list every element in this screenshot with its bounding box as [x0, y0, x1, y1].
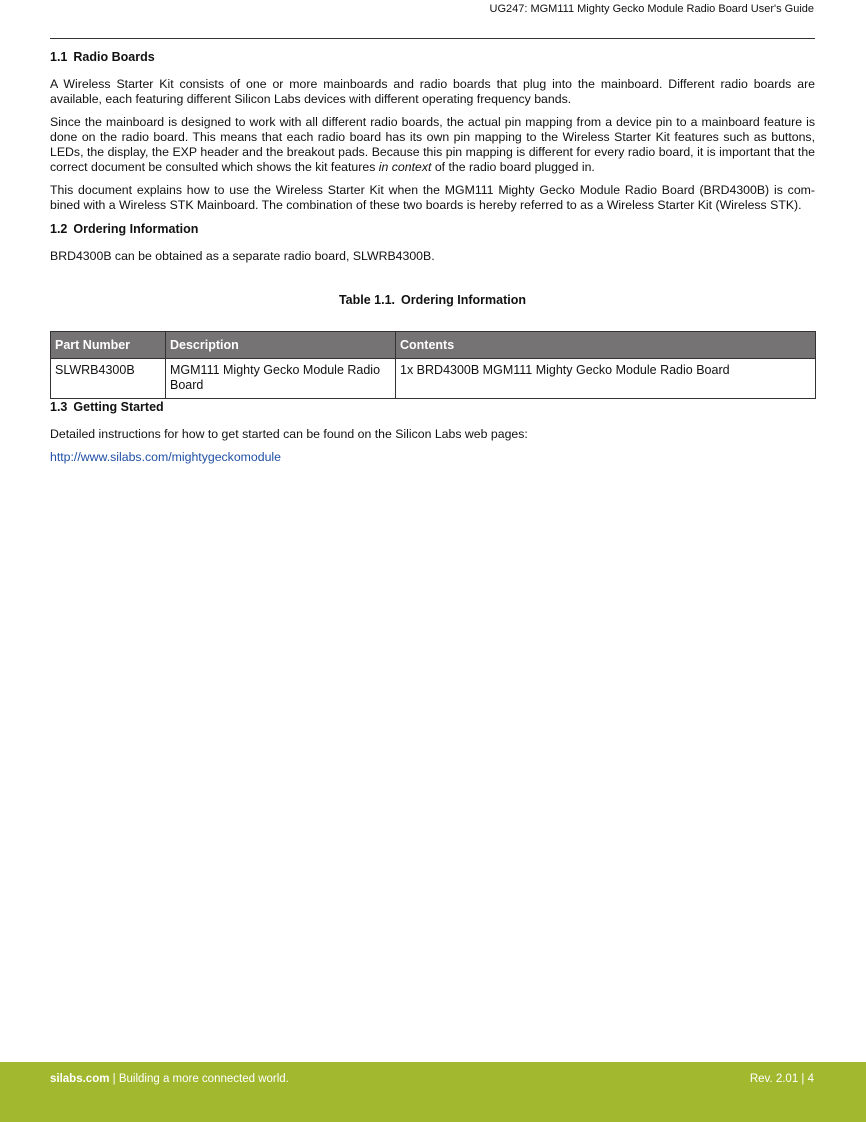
column-header-part-number: Part Number — [51, 332, 166, 359]
paragraph-text: Since the mainboard is designed to work with all different radio boards, the actual pin mapping from a device pin to a mainboard feature is done on the radio board. This means that each radio board has its own pin mapping to the Wireless Starter Kit features such as buttons, LEDs, the display, the EXP header and the breakout pads. Because this pin mapping is different for every radio board, it is important that the correct document be consulted which shows the kit features — [50, 115, 815, 174]
page-content — [50, 49, 815, 473]
paragraph: A Wireless Starter Kit consists of one or more mainboards and radio boards that plug into the mainboard. Different radio boards are available, each featuring different Silicon Labs devices with different operating frequency bands. — [50, 77, 815, 106]
table-caption — [50, 292, 815, 308]
ordering-table — [50, 331, 816, 399]
paragraph: BRD4300B can be obtained as a separate radio board, SLWRB4300B. — [50, 249, 435, 263]
table-cell-description: MGM111 Mighty Gecko Module Radio Board — [166, 359, 396, 399]
table-caption-label: Table 1.1. — [338, 293, 396, 307]
italic-phrase: in context — [378, 160, 432, 174]
table-caption-title: Ordering Information — [401, 293, 527, 307]
paragraph — [50, 115, 815, 175]
paragraph: This document explains how to use the Wireless Starter Kit when the MGM111 Mighty Gecko Module Radio Board (BRD4300B) is com-bined with a Wireless STK Mainboard. The combination of these two boards is hereby referred to as a Wireless Starter Kit (Wireless STK). — [50, 183, 815, 212]
running-header: UG247: MGM111 Mighty Gecko Module Radio Board User's Guide — [489, 3, 814, 15]
footer-site: silabs.com — [50, 1073, 110, 1085]
footer-slogan: | Building a more connected world. — [109, 1073, 289, 1085]
table-row — [51, 359, 816, 399]
section-title: Ordering Information — [73, 222, 199, 236]
section-heading-radio-boards — [50, 49, 815, 65]
section-heading-ordering-information — [50, 221, 815, 237]
section-number: 1.3 — [50, 400, 68, 414]
section-title: Radio Boards — [73, 50, 155, 64]
footer-tagline — [50, 1073, 289, 1085]
column-header-description: Description — [166, 332, 396, 359]
section-number: 1.1 — [50, 50, 68, 64]
section-number: 1.2 — [50, 222, 68, 236]
paragraph: Detailed instructions for how to get started can be found on the Silicon Labs web pages: — [50, 427, 528, 441]
silabs-mighty-gecko-link[interactable]: http://www.silabs.com/mightygeckomodule — [50, 450, 282, 464]
column-header-contents: Contents — [396, 332, 816, 359]
header-divider — [50, 38, 815, 39]
paragraph-text-tail: of the radio board plugged in. — [434, 160, 595, 174]
page-footer — [0, 1062, 866, 1122]
table-cell-contents: 1x BRD4300B MGM111 Mighty Gecko Module Radio Board — [396, 359, 816, 399]
table-cell-part-number: SLWRB4300B — [51, 359, 166, 399]
footer-revision-page: Rev. 2.01 | 4 — [749, 1073, 814, 1085]
section-heading-getting-started — [50, 399, 815, 415]
link-paragraph — [50, 450, 815, 465]
section-title: Getting Started — [73, 400, 164, 414]
table-header-row — [51, 332, 816, 359]
